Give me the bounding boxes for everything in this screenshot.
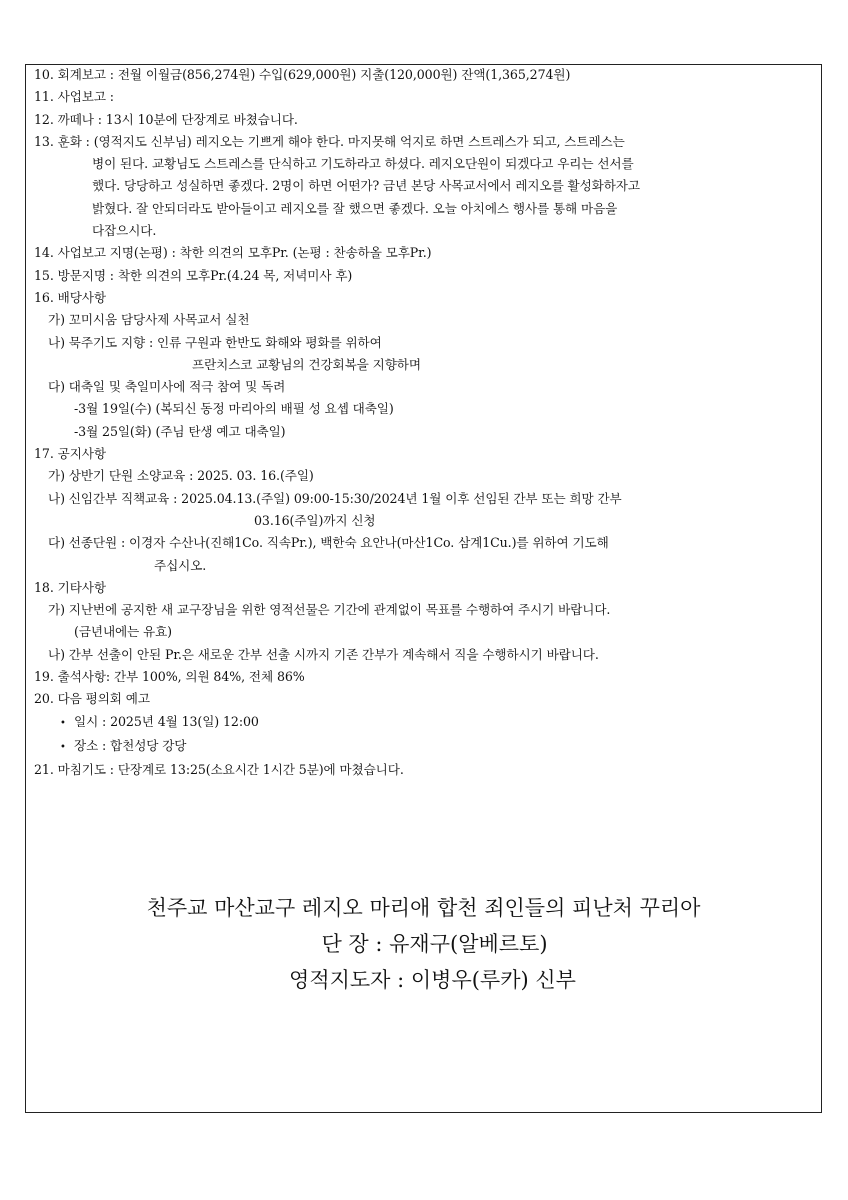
leader-line: 단 장 : 유재구(알베르토) <box>321 932 548 956</box>
item-20-next-meeting: 20. 다음 평의회 예고 <box>34 691 150 707</box>
item-17-b: 나) 신임간부 직책교육 : 2025.04.13.(주일) 09:00-15:30/2024년 1월 이후 선임된 간부 또는 희망 간부 <box>48 490 622 506</box>
item-13-sermon-cont: 밝혔다. 잘 안되더라도 받아들이고 레지오를 잘 했으면 좋겠다. 오늘 아치에스 행사를 통해 마음을 <box>92 200 618 216</box>
item-20-datetime-text: 일시 : 2025년 4월 13(일) 12:00 <box>74 713 259 729</box>
item-13-sermon-cont: 병이 된다. 교황님도 스트레스를 단식하고 기도하라고 하셨다. 레지오단원이 되겠다고 우리는 선서를 <box>92 156 634 172</box>
item-17-b-cont: 03.16(주일)까지 신청 <box>254 512 376 528</box>
item-18-other: 18. 기타사항 <box>34 579 106 595</box>
item-20-datetime <box>34 711 814 735</box>
item-16-c: 다) 대축일 및 축일미사에 적극 참여 및 독려 <box>48 379 286 395</box>
item-12-catena: 12. 까떼나 : 13시 10분에 단장계로 바쳤습니다. <box>34 111 298 127</box>
bullet-icon: • <box>60 741 66 753</box>
bullet-icon: • <box>60 717 66 729</box>
meeting-minutes <box>34 64 814 782</box>
item-16-allocations: 16. 배당사항 <box>34 289 106 305</box>
item-16-c-date2: -3월 25일(화) (주님 탄생 예고 대축일) <box>74 423 286 439</box>
item-17-c-cont: 주십시오. <box>154 557 207 573</box>
item-20-place-text: 장소 : 합천성당 강당 <box>74 737 187 753</box>
item-16-a: 가) 꼬미시움 담당사제 사목교서 실천 <box>48 312 250 328</box>
item-13-sermon: 13. 훈화 : (영적지도 신부님) 레지오는 기쁘게 해야 한다. 마지못해 억지로 하면 스트레스가 되고, 스트레스는 <box>34 133 625 149</box>
item-15-visit-assignment: 15. 방문지명 : 착한 의견의 모후Pr.(4.24 목, 저녁미사 후) <box>34 267 353 283</box>
item-16-b-cont: 프란치스코 교황님의 건강회복을 지향하며 <box>192 356 421 372</box>
item-17-a: 가) 상반기 단원 소양교육 : 2025. 03. 16.(주일) <box>48 468 314 484</box>
item-13-sermon-cont: 다잡으시다. <box>92 223 157 239</box>
organization-name: 천주교 마산교구 레지오 마리애 합천 죄인들의 피난처 꾸리아 <box>146 896 701 920</box>
item-16-b: 나) 묵주기도 지향 : 인류 구원과 한반도 화해와 평화를 위하여 <box>48 334 382 350</box>
item-10-accounting: 10. 회계보고 : 전월 이월금(856,274원) 수입(629,000원) 지출(120,000원) 잔액(1,365,274원) <box>34 67 571 82</box>
item-18-a-cont: (금년내에는 유효) <box>74 624 172 640</box>
item-16-c-date1: -3월 19일(수) (복되신 동정 마리아의 배필 성 요셉 대축일) <box>74 401 394 417</box>
item-18-b: 나) 간부 선출이 안된 Pr.은 새로운 간부 선출 시까지 기존 간부가 계속해서 직을 수행하시기 바랍니다. <box>48 646 599 662</box>
item-11-business-report: 11. 사업보고 : <box>34 89 114 105</box>
item-14-report-assignment: 14. 사업보고 지명(논평) : 착한 의견의 모후Pr. (논평 : 찬송하올 모후Pr.) <box>34 245 432 261</box>
item-18-a: 가) 지난번에 공지한 새 교구장님을 위한 영적선물은 기간에 관계없이 목표를 수행하여 주시기 바랍니다. <box>48 602 611 618</box>
item-20-place <box>34 735 814 759</box>
item-21-closing-prayer: 21. 마침기도 : 단장계로 13:25(소요시간 1시간 5분)에 마쳤습니다. <box>34 762 404 778</box>
item-19-attendance: 19. 출석사항: 간부 100%, 의원 84%, 전체 86% <box>34 669 305 685</box>
spiritual-director-line: 영적지도자 : 이병우(루카) 신부 <box>289 968 576 992</box>
signature-block <box>25 890 822 998</box>
item-13-sermon-cont: 했다. 당당하고 성실하면 좋겠다. 2명이 하면 어떤가? 금년 본당 사목교서에서 레지오를 활성화하자고 <box>92 178 640 194</box>
item-17-c: 다) 선종단원 : 이경자 수산나(진해1Co. 직속Pr.), 백한숙 요안나(마산1Co. 삼계1Cu.)를 위하여 기도해 <box>48 535 609 551</box>
item-17-notices: 17. 공지사항 <box>34 446 106 462</box>
